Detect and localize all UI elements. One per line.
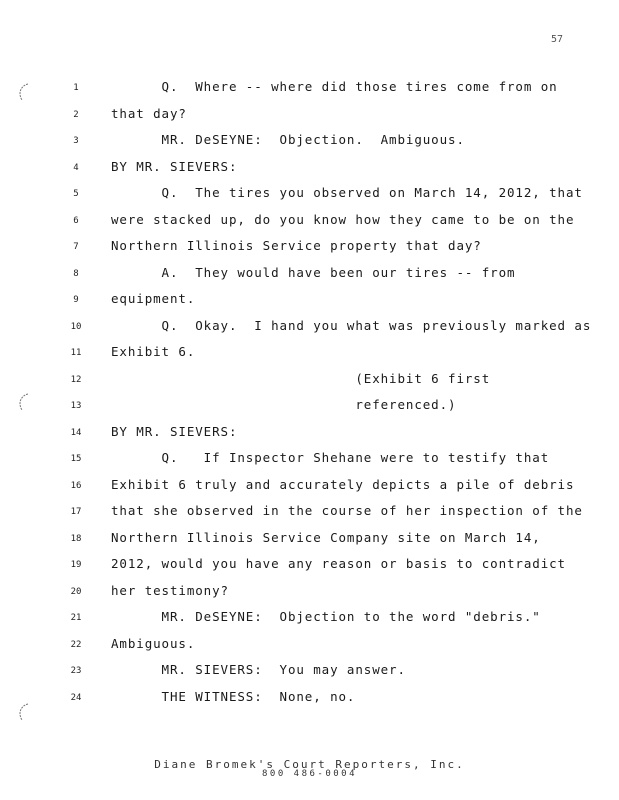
line-text: equipment.: [111, 291, 196, 306]
line-number: 20: [70, 586, 82, 597]
line-text: Ambiguous.: [111, 635, 196, 651]
transcript-line: [0, 315, 619, 342]
transcript-line: [0, 368, 619, 395]
line-number: 13: [70, 401, 82, 411]
line-number: 16: [70, 480, 82, 491]
line-number: 9: [73, 295, 79, 305]
line-text: MR. SIEVERS: You may answer.: [111, 662, 406, 677]
line-number: 3: [73, 136, 79, 146]
line-text: Exhibit 6 truly and accurately depicts a pile of debris: [111, 476, 575, 492]
line-text: BY MR. SIEVERS:: [111, 423, 238, 439]
transcript-line: [0, 633, 619, 660]
line-text: were stacked up, do you know how they came to be on the: [111, 211, 575, 227]
line-text: Q. Where -- where did those tires come from on: [111, 79, 558, 94]
transcript-line: [0, 103, 619, 130]
line-text: Exhibit 6.: [111, 344, 196, 359]
transcript-line: [0, 659, 619, 686]
line-text: THE WITNESS: None, no.: [111, 688, 356, 704]
transcript-line: [0, 474, 619, 501]
page-number: 57: [551, 34, 564, 45]
line-number: 18: [70, 533, 82, 544]
transcript-line: [0, 394, 619, 421]
transcript-line: [0, 553, 619, 580]
line-text: MR. DeSEYNE: Objection. Ambiguous.: [111, 132, 465, 147]
line-text: (Exhibit 6 first: [111, 370, 491, 386]
line-text: A. They would have been our tires -- from: [111, 264, 516, 280]
transcript-line: [0, 500, 619, 527]
line-number: 1: [73, 83, 79, 93]
transcript-line: [0, 262, 619, 289]
line-number: 11: [70, 348, 82, 358]
transcript-body: [0, 76, 619, 712]
transcript-line: [0, 182, 619, 209]
line-number: 10: [70, 321, 82, 332]
line-text: BY MR. SIEVERS:: [111, 158, 238, 174]
transcript-line: [0, 129, 619, 156]
line-text: that she observed in the course of her inspection of the: [111, 503, 583, 518]
line-text: Northern Illinois Service Company site on March 14,: [111, 529, 541, 545]
transcript-line: [0, 580, 619, 607]
line-text: Q. The tires you observed on March 14, 2012, that: [111, 185, 583, 200]
line-number: 14: [70, 427, 82, 438]
court-reporter-phone: 800 486-0004: [261, 769, 358, 779]
transcript-line: [0, 421, 619, 448]
line-text: her testimony?: [111, 582, 229, 598]
line-number: 23: [70, 666, 82, 676]
line-number: 8: [73, 268, 79, 279]
transcript-line: [0, 447, 619, 474]
line-number: 6: [73, 215, 79, 226]
court-reporter-name: Diane Bromek's Court Reporters, Inc.: [154, 758, 465, 771]
transcript-line: [0, 686, 619, 713]
line-number: 7: [73, 242, 79, 252]
transcript-line: [0, 341, 619, 368]
line-number: 5: [73, 189, 79, 199]
transcript-line: [0, 156, 619, 183]
transcript-line: [0, 235, 619, 262]
line-number: 4: [73, 162, 79, 173]
line-text: Northern Illinois Service property that day?: [111, 238, 482, 253]
transcript-line: [0, 606, 619, 633]
line-text: Q. Okay. I hand you what was previously marked as: [111, 317, 592, 333]
transcript-line: [0, 527, 619, 554]
line-number: 12: [70, 374, 82, 385]
line-number: 24: [70, 692, 82, 703]
line-number: 21: [70, 613, 82, 623]
transcript-line: [0, 209, 619, 236]
transcript-line: [0, 76, 619, 103]
transcript-line: [0, 288, 619, 315]
line-text: Q. If Inspector Shehane were to testify that: [111, 450, 550, 465]
line-text: referenced.): [111, 397, 457, 412]
line-number: 17: [70, 507, 82, 517]
line-number: 19: [70, 560, 82, 570]
line-number: 22: [70, 639, 82, 650]
page-footer: [0, 758, 619, 779]
line-text: that day?: [111, 105, 187, 121]
line-text: 2012, would you have any reason or basis to contradict: [111, 556, 566, 571]
line-number: 15: [70, 454, 82, 464]
line-text: MR. DeSEYNE: Objection to the word "debris.": [111, 609, 541, 624]
line-number: 2: [73, 109, 79, 120]
